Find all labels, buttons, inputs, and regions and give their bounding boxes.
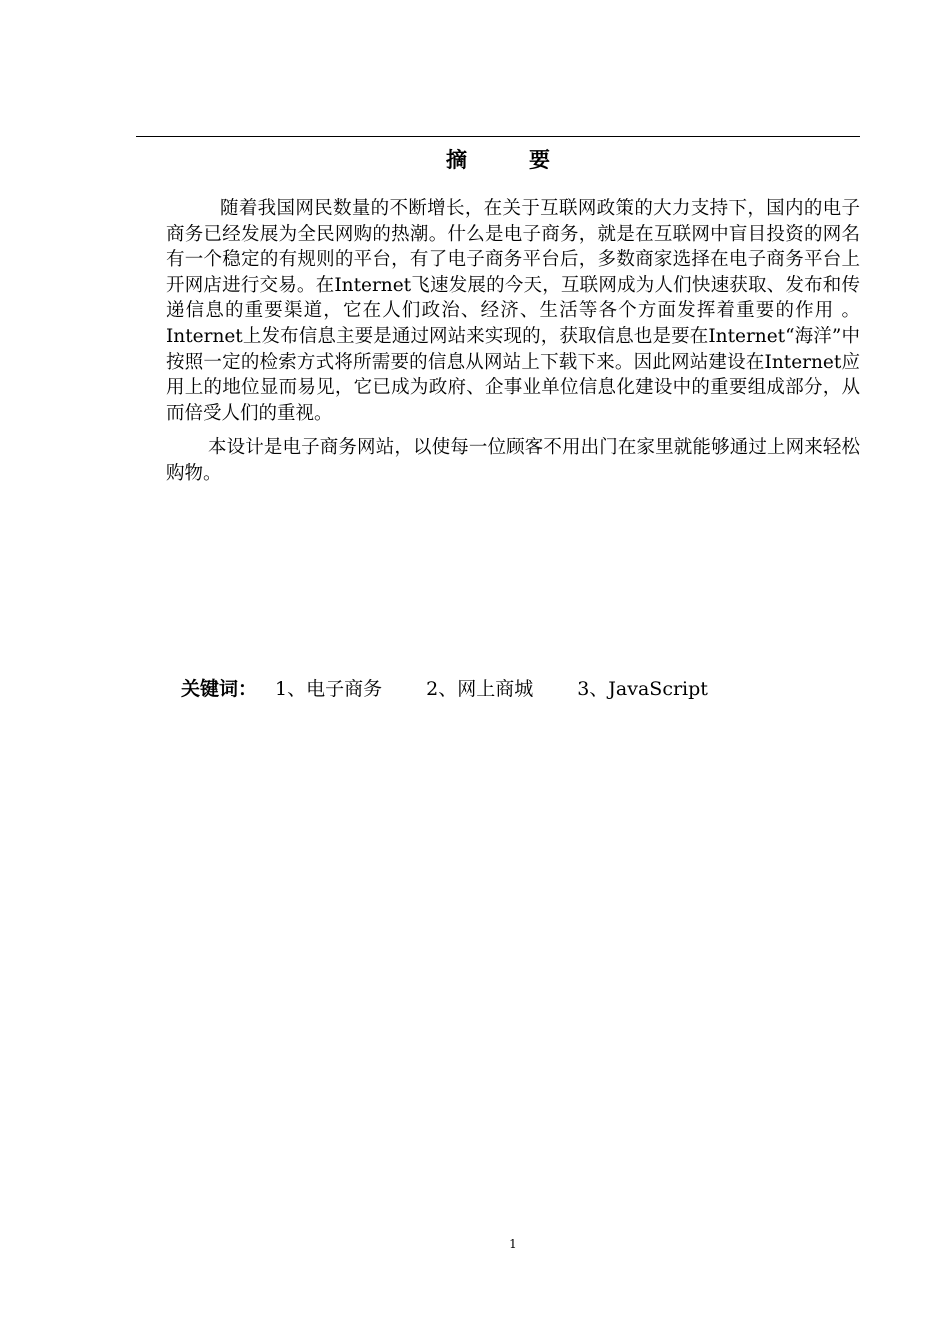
header-rule [136, 136, 860, 137]
keywords-line [181, 675, 708, 703]
abstract-title [136, 146, 860, 174]
abstract-paragraph-1: 随着我国网民数量的不断增长，在关于互联网政策的大力支持下，国内的电子商务已经发展为全民网购的热潮。什么是电子商务，就是在互联网中盲目投资的网名有一个稳定的有规则的平台，有了电子商务平台后，多数商家选择在电子商务平台上开网店进行交易。在Internet飞速发展的今天，互联网成为人们快速获取、发布和传递信息的重要渠道，它在人们政治、经济、生活等各个方面发挥着重要的作用 。Internet上发布信息主要是通过网站来实现的，获取信息也是要在Internet“海洋”中按照一定的检索方式将所需要的信息从网站上下载下来。因此网站建设在Internet应用上的地位显而易见，它已成为政府、企事业单位信息化建设中的重要组成部分，从而倍受人们的重视。 [166, 198, 860, 424]
page-number: 1 [509, 1237, 517, 1251]
keyword-item: 3、JavaScript [577, 678, 708, 700]
title-char-2: 要 [529, 148, 550, 172]
abstract-paragraph-2: 本设计是电子商务网站，以使每一位顾客不用出门在家里就能够通过上网来轻松购物。 [166, 437, 860, 484]
keywords-label: 关键词： [181, 678, 258, 700]
title-char-1: 摘 [446, 148, 467, 172]
keyword-item: 1、电子商务 [275, 678, 383, 700]
abstract-body [166, 196, 860, 487]
keyword-item: 2、网上商城 [426, 678, 534, 700]
